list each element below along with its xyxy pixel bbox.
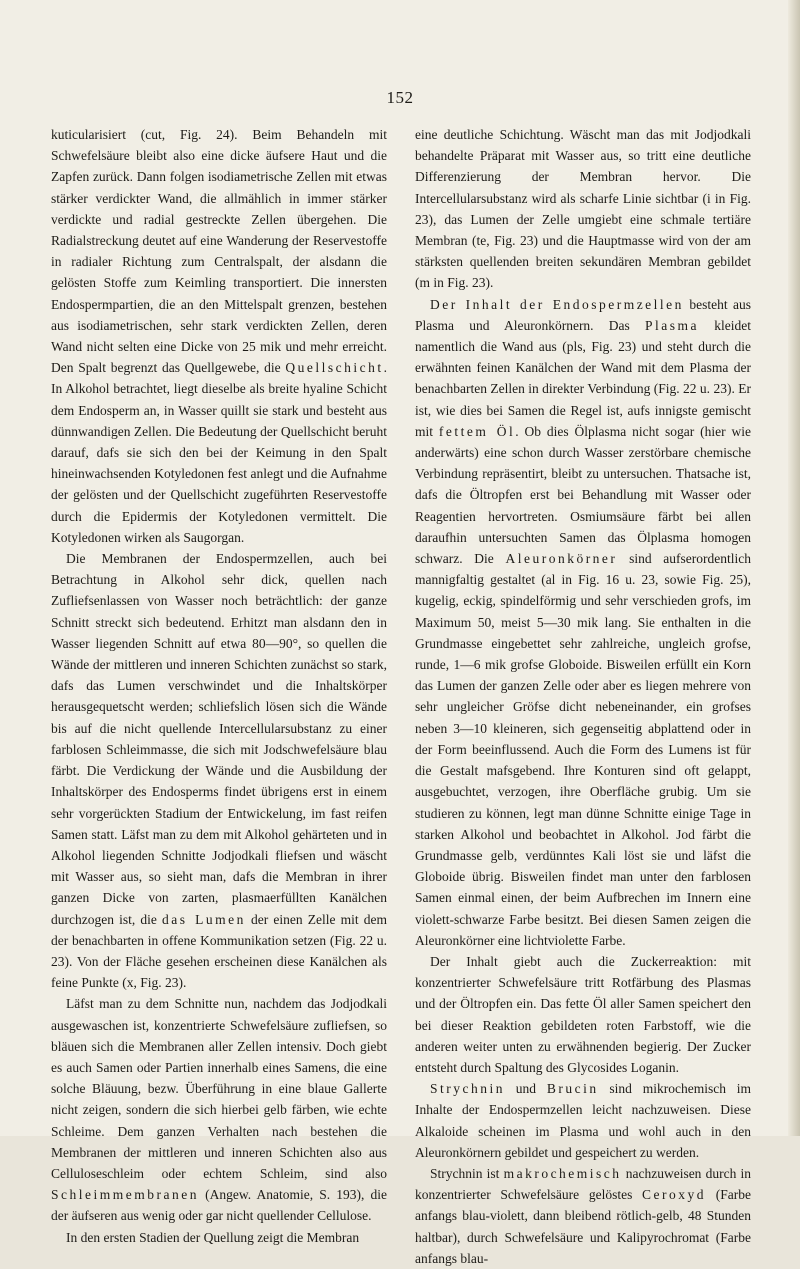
paragraph bbox=[415, 1078, 751, 1163]
right-text-column bbox=[415, 124, 751, 1269]
spaced-term: Plasma bbox=[645, 317, 700, 333]
text-run: In den ersten Stadien der Quellung zeigt die Membran bbox=[66, 1229, 360, 1245]
spaced-term: Aleuronkörner bbox=[505, 551, 618, 567]
text-run: und bbox=[505, 1081, 547, 1097]
text-run: sind mikrochemisch im Inhalte der Endospermzellen leicht nachzuweisen. Diese Alkaloide scheinen im Plasma und wohl auch in den Aleuronkörnern gebildet und gespeichert zu werden. bbox=[415, 1081, 752, 1160]
text-run: kleidet namentlich die Wand aus (pls, Fig. 23) und steht durch die erwähnten feinen Kanälchen der Wand mit dem Plasma der benachbarten Zellen in direkter Verbindung (Fig. 22 u. 23). Er ist, wie dies bei Samen die Regel ist, aufs innigste gemischt mit bbox=[415, 317, 751, 439]
spaced-term: Der Inhalt der Endospermzellen bbox=[430, 296, 684, 312]
text-run: . Ob dies Ölplasma nicht sogar (hier wie anderwärts) eine schon durch Wasser zerstörbare chemische Verbindung repräsentirt, bleibt zu untersuchen. Thatsache ist, dafs die Öltropfen erst bei Behandlung mit Wasser oder Reagentien hervortreten. Osmiumsäure färbt bei allen daraufhin untersuchten Samen das Ölplasma homogen schwarz. Die bbox=[415, 423, 751, 567]
spaced-term: Strychnin bbox=[430, 1081, 505, 1097]
text-run: besteht aus Plasma und Aleuronkörnern. Das bbox=[415, 296, 751, 333]
text-run: nachzuweisen durch in konzentrierter Schwefelsäure gelöstes bbox=[415, 1165, 751, 1203]
spaced-term: Quellschicht bbox=[285, 360, 384, 376]
text-run: (Farbe anfangs blau-violett, dann bleibend rötlich-gelb, 48 Stunden haltbar), durch Schwefelsäure und Kalipyrochromat (Farbe anfangs blau- bbox=[415, 1187, 751, 1266]
paragraph bbox=[51, 993, 387, 1226]
paragraph bbox=[415, 294, 751, 951]
text-run: Läfst man zu dem Schnitte nun, nachdem das Jodjodkali ausgewaschen ist, konzentrierte Schwefelsäure zufliefsen, so bläuen sich die Membranen aller Zellen intensiv. Doch giebt es auch Samen oder Partien innerhalb eines Samens, die eine solche Bläuung, bezw. Überführung in eine blaue Gallerte nicht zeigen, sondern die sich hierbei gelb färben, wie echte Schleime. Dem ganzen Verhalten nach bestehen die Membranen der mittleren und inneren Schichten also aus Celluloseschleim oder echtem Schleim, sind also bbox=[51, 996, 387, 1181]
text-run: sind aufserordentlich mannigfaltig gestaltet (al in Fig. 16 u. 23, sowie Fig. 25), kugelig, eckig, spindelförmig und sehr verschieden grofs, im Maximum 50, meist 5—30 mik lang. Sie enthalten in die Grundmasse eingebettet sehr zahlreiche, ungleich grofse, runde, 1—6 mik grofse Globoide. Bisweilen erfüllt ein Korn das Lumen der ganzen Zelle oder aber es liegen mehrere von sehr ungleicher Gröfse dicht nebeneinander, ein grofses neben 3—10 kleineren, sich gegenseitig abplattend oder in der Form beeinflussend. Auch die Form des Lumens ist für die Gestalt mafsgebend. Ihre Konturen sind oft gelappt, ausgebuchtet, verzogen, ihre Oberfläche grubig. Um sie studieren zu können, legt man dünne Schnitte einige Tage in starken Alkohol und beobachtet in Alkohol. Jod färbt die Grundmasse gelb, verdünntes Kali löst sie und läfst die Globoide übrig. Bisweilen findet man unter den farblosen Samen einmal einen, der beim Aufbrechen im Innern eine violett-schwarze Farbe besitzt. Bei diesen Samen zeigen die Aleuronkörner eine lichtviolette Farbe. bbox=[415, 551, 752, 948]
left-text-column bbox=[51, 124, 387, 1248]
paragraph bbox=[51, 548, 387, 993]
text-run: . In Alkohol betrachtet, liegt dieselbe als breite hyaline Schicht dem Endosperm an, in Wasser quillt sie stark und besteht aus dünnwandigen Zellen. Die Bedeutung der Quellschicht beruht darauf, dafs sie sich den bei der Keimung in den Spalt hineinwachsenden Kotyledonen fest anlegt und die Aufnahme der gelösten und der Quellschicht zugeführten Reservestoffe durch die Epidermis der Kotyledonen vermittelt. Die Kotyledonen wirken als Saugorgan. bbox=[51, 360, 387, 545]
text-run: Strychnin ist bbox=[430, 1165, 504, 1181]
paragraph bbox=[415, 1163, 751, 1269]
page-number: 152 bbox=[386, 88, 414, 107]
page-edge-shadow bbox=[788, 0, 800, 1136]
text-run: (Angew. Anatomie, S. 193), die der äufseren aus wenig oder gar nicht quellender Cellulose. bbox=[51, 1187, 387, 1224]
text-run: Der Inhalt giebt auch die Zuckerreaktion: mit konzentrierter Schwefelsäure tritt Rotfärbung des Plasmas und der Öltropfen ein. Das fette Öl aller Samen speichert den bei dieser Reaktion gebildeten roten Farbstoff, wie die anderen weiter unten zu erwähnenden begierig. Der Zucker entsteht durch Spaltung des Glycosides Loganin. bbox=[415, 953, 751, 1075]
paragraph bbox=[415, 124, 751, 294]
spaced-term: das Lumen bbox=[162, 911, 246, 927]
spaced-term: Brucin bbox=[546, 1081, 599, 1097]
text-run: eine deutliche Schichtung. Wäscht man das mit Jodjodkali behandelte Präparat mit Wasser aus, so tritt eine deutliche Differenzierung der Membran hervor. Die Intercellularsubstanz wird als scharfe Linie sichtbar (i in Fig. 23), das Lumen der Zelle umgiebt eine schmale tertiäre Membran (te, Fig. 23) und die Hauptmasse wird von der am stärksten quellenden breiten sekundären Membran gebildet (m in Fig. 23). bbox=[415, 127, 751, 291]
spaced-term: fettem Öl bbox=[438, 423, 516, 439]
spaced-term: makrochemisch bbox=[503, 1165, 622, 1181]
text-run: der einen Zelle mit dem der benachbarten in offene Kommunikation setzen (Fig. 22 u. 23). Von der Fläche gesehen erscheinen diese Kanälchen als feine Punkte (x, Fig. 23). bbox=[51, 911, 387, 991]
paragraph bbox=[51, 124, 387, 548]
spaced-term: Ceroxyd bbox=[642, 1187, 707, 1203]
text-run: Die Membranen der Endospermzellen, auch bei Betrachtung in Alkohol sehr dick, quellen nach Zufliefsenlassen von Wasser noch beträchtlich: der ganze Schnitt streckt sich bedeutend. Erhitzt man alsdann den in Wasser liegenden Schnitt auf etwa 80—90°, so quellen die Wände der mittleren und inneren Schichten zunächst so stark, dafs das Lumen verschwindet und die Inhaltskörper herausgequetscht werden; schliefslich lösen sich die Wände bis auf die nicht quellende Intercellularsubstanz zu einer farblosen Schleimmasse, die sich mit Jodschwefelsäure blau färbt. Die Verdickung der Wände und die Ausbildung der Inhaltskörper des Endosperms findet übrigens erst in einem sehr vorgerückten Stadium der Entwickelung, im fast reifen Samen statt. Läfst man zu dem mit Alkohol gehärteten und in Alkohol liegenden Schnitte Jodjodkali fliefsen und wäscht mit Wasser aus, so sieht man, dafs die Membran in ihrer ganzen Dicke von zarten, plasmaerfüllten Kanälchen durchzogen ist, die bbox=[51, 551, 387, 927]
spaced-term: Schleimmembranen bbox=[51, 1187, 199, 1203]
paragraph bbox=[415, 951, 751, 1078]
text-run: kuticularisiert (cut, Fig. 24). Beim Behandeln mit Schwefelsäure bleibt also eine dicke äufsere Haut und die Zapfen zurück. Dann folgen isodiametrische Zellen mit etwas stärker verdickter Wand, die allmählich in immer stärker verdickte und radial gestreckte Zellen übergehen. Die Radialstreckung deutet auf eine Wanderung der Reservestoffe in radialer Richtung zum Centralspalt, der alsdann die gelösten Stoffe zum Keimling transportiert. Die innersten Endospermpartien, die an den Mittelspalt grenzen, bestehen aus isodiametrischen, sehr stark verdickten Zellen, deren Wand nicht selten eine Dicke von 25 mik und mehr erreicht. Den Spalt begrenzt das Quellgewebe, die bbox=[51, 127, 387, 376]
paragraph bbox=[51, 1227, 387, 1248]
